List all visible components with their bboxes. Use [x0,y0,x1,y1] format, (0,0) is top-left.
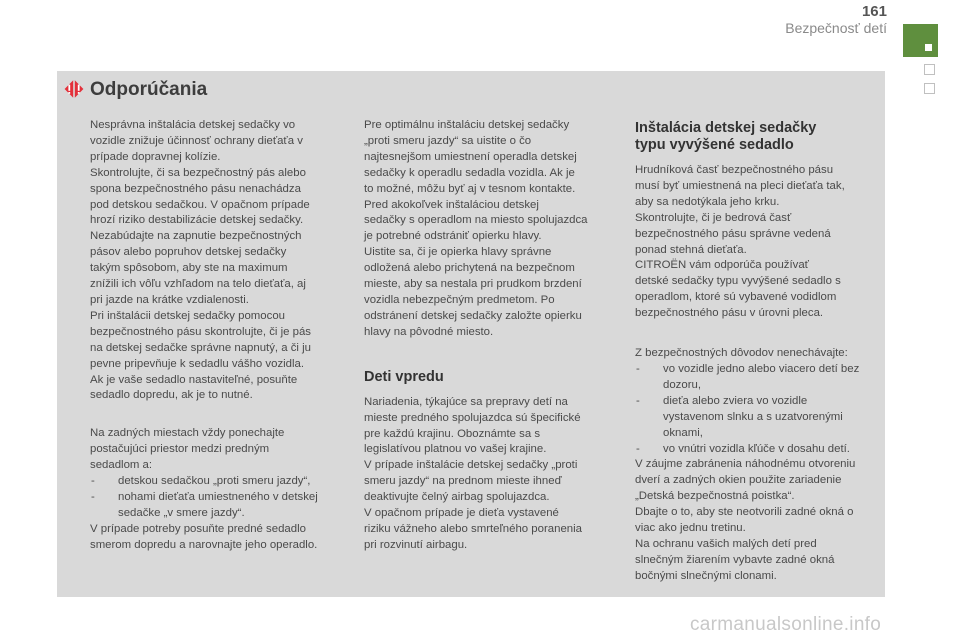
text-line: sedadlom a: [90,459,153,472]
text-line: Nezabúdajte na zapnutie bezpečnostných [90,230,302,243]
paragraph [364,118,626,341]
page-number: 161 [861,3,887,20]
text-line: bezpečnostného pásu v úrovni pleca. [635,307,824,320]
text-line: sedačky s operadlom na miesto spolujazdca [364,214,588,227]
text-line: odložená alebo prichytená na bezpečnom [364,262,575,275]
list-item [90,490,355,522]
text-line: detskou sedačkou „proti smeru jazdy“, [118,475,311,488]
text-line: pevne pripevňuje k sedadlu vášho vozidla. [90,357,305,370]
heading-line: Inštalácia detskej sedačky [635,120,817,136]
panel-title: Odporúčania [90,79,208,100]
text-line: Dbajte o to, aby ste neotvorili zadné okná o [635,506,854,519]
text-line: „proti smeru jazdy“ sa uistite o čo [364,134,532,147]
text-line: je potrebné odstrániť opierku hlavy. [364,230,542,243]
list-item [635,362,883,394]
text-line: oknami, [663,426,703,439]
text-line: Skontrolujte, či je bedrová časť [635,211,792,224]
list-dash: - [636,362,640,375]
text-line: Hrudníková časť bezpečnostného pásu [635,164,834,176]
text-line: znížili ich vôľu vzhľadom na telo dieťaťa, aj [90,278,306,291]
text-line: mieste predného spolujazdca sú špecifické [364,411,581,424]
text-line: vo vnútri vozidla kľúče v dosahu detí. [663,442,850,455]
text-line: viac ako jednu tretinu. [635,522,746,535]
text-line: pri rozvinutí airbagu. [364,538,468,551]
paragraph [635,163,883,322]
chapter-marker [925,44,932,51]
text-line: vozidla nebezpečným predmetom. Po [364,293,555,306]
text-line: Skontrolujte, či sa bezpečnostný pás alebo [90,166,306,179]
text-line: operadlom, ktoré sú vybavené vodidlom [635,291,837,304]
text-line: V záujme zabránenia náhodnému otvoreniu [635,458,856,471]
heading-line: typu vyvýšené sedadlo [635,137,794,153]
list-dash: - [636,442,640,455]
text-line: odstránení detskej sedačky založte opierku [364,309,582,322]
text-line: vo vozidle jedno alebo viacero detí bez [663,362,860,375]
text-line: takým spôsobom, aby ste na maximum [90,262,288,275]
chapter-tab [903,24,938,57]
text-line: sedačke „v smere jazdy“. [118,506,245,519]
paragraph [90,522,355,554]
text-line: Pri inštalácii detskej sedačky pomocou [90,309,285,322]
text-line: „Detská bezpečnostná poistka“. [635,490,795,503]
chapter-tab-empty [924,83,935,94]
column-right [635,120,883,585]
text-line: postačujúci priestor medzi predným [90,443,270,456]
text-line: vozidle znižuje účinnosť ochrany dieťaťa v [90,134,303,147]
text-line: dieťa alebo zviera vo vozidle [663,394,808,407]
paragraph [635,346,883,362]
text-line: pásov alebo popruhov detskej sedačky [90,246,287,259]
text-line: dverí a zadných okien použite zariadenie [635,474,842,487]
paragraph [90,118,355,404]
text-line: dozoru, [663,378,701,391]
watermark: carmanualsonline.info [690,614,882,635]
list-dash: - [91,475,95,488]
text-line: Pred akokoľvek inštaláciou detskej [364,198,539,211]
section-heading [635,120,883,154]
text-line: Nesprávna inštalácia detskej sedačky vo [90,119,296,131]
text-line: Uistite sa, či je opierka hlavy správne [364,246,552,259]
text-line: Na ochranu vašich malých detí pred [635,537,817,550]
text-line: detské sedačky typu vyvýšené sedadlo s [635,275,841,288]
text-line: V opačnom prípade je dieťa vystavené [364,507,559,520]
text-line: aby sa nedotýkala jeho krku. [635,195,780,208]
text-line: smerom dopredu a narovnajte jeho operadlo. [90,538,318,551]
text-line: bezpečnostného pásu skontrolujte, či je pás [90,325,311,338]
text-line: V prípade potreby posuňte predné sedadlo [90,522,306,535]
text-line: sedadlo dopredu, ak je to nutné. [90,389,253,402]
section-heading: Deti vpredu [364,368,444,385]
column-middle [364,118,626,554]
text-line: smeru jazdy“ na prednom mieste ihneď [364,475,562,488]
text-line: bezpečnostného pásu správne vedená [635,227,831,240]
text-line: V prípade inštalácie detskej sedačky „proti [364,459,578,472]
text-line: Z bezpečnostných dôvodov nenechávajte: [635,347,848,360]
text-line: deaktivujte čelný airbag spolujazdca. [364,491,550,504]
text-line: bočnými slnečnými clonami. [635,569,777,582]
list-item [90,474,355,490]
paragraph [364,395,626,554]
text-line: slnečným žiarením vybavte zadné okná [635,553,835,566]
paragraph [90,426,355,474]
text-line: pri jazde na krátke vzdialenosti. [90,293,249,306]
text-line: pod detskou sedačkou. V opačnom prípade [90,198,310,211]
text-line: legislatívou platnou vo vašej krajine. [364,443,547,456]
list-dash: - [636,394,640,407]
list-dash: - [91,490,95,503]
text-line: mieste, aby sa nestala pri prudkom brzdení [364,278,582,291]
text-line: Ak je vaše sedadlo nastaviteľné, posuňte [90,373,298,386]
section-name: Bezpečnosť detí [785,20,887,36]
text-line: ponad stehná dieťaťa. [635,243,747,256]
list-item [635,394,883,442]
text-line: CITROËN vám odporúča používať [635,259,809,272]
column-left [90,118,355,554]
text-line: na detskej sedačke správne napnutý, a či ju [90,341,311,354]
text-line: Nariadenia, týkajúce sa prepravy detí na [364,395,568,408]
chapter-tab-empty [924,64,935,75]
text-line: pre každú krajinu. Oboznámte sa s [364,427,541,440]
list-item [635,442,883,458]
text-line: sedačky k operadlu sedadla vozidla. Ak je [364,166,575,179]
text-line: nohami dieťaťa umiestneného v detskej [118,490,318,503]
text-line: to možné, môžu byť aj v tesnom kontakte. [364,182,576,195]
warning-icon [64,79,84,99]
text-line: vystavenom slnku a s uzatvorenými [663,410,843,423]
text-line: hlavy na pôvodné miesto. [364,325,494,338]
text-line: hrozí riziko destabilizácie detskej sedačky. [90,214,304,227]
text-line: riziku vážneho alebo smrteľného poranenia [364,522,582,535]
text-line: prípade dopravnej kolízie. [90,150,221,163]
text-line: najtesnejšom umiestnení operadla detskej [364,150,577,163]
text-line: Pre optimálnu inštaláciu detskej sedačky [364,119,570,131]
text-line: Na zadných miestach vždy ponechajte [90,427,285,440]
text-line: spona bezpečnostného pásu nenachádza [90,182,301,195]
text-line: musí byť umiestnená na pleci dieťaťa tak, [635,179,845,192]
paragraph [635,457,883,584]
